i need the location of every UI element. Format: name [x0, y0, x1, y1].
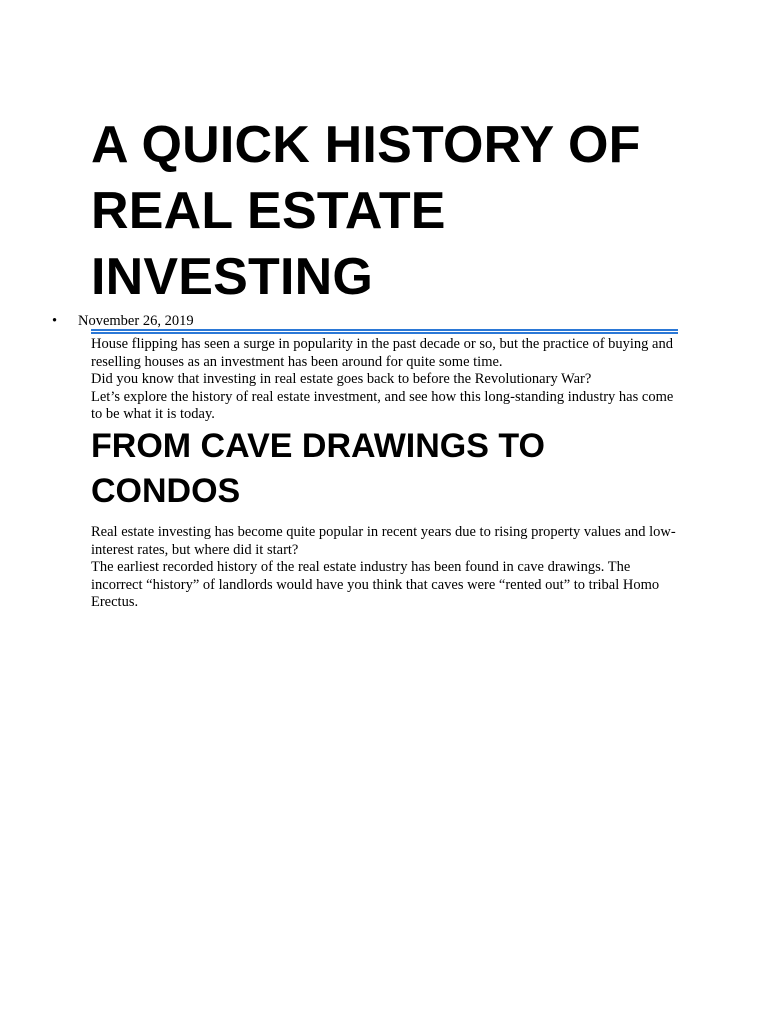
section-paragraph: Real estate investing has become quite popular in recent years due to rising property values and low-interest rates, but where did it start?	[91, 524, 676, 558]
intro-paragraph: Let’s explore the history of real estate investment, and see how this long-standing industry has come to be what it is today.	[91, 388, 674, 422]
section-heading: FROM CAVE DRAWINGS TO CONDOS	[91, 427, 545, 510]
article-date: November 26, 2019	[78, 313, 194, 329]
section-text-block	[91, 524, 681, 612]
rule-line-bottom	[91, 332, 678, 334]
rule-line-top	[91, 329, 678, 331]
section-paragraph: The earliest recorded history of the real estate industry has been found in cave drawings. The incorrect “history” of landlords would have you think that caves were “rented out” to tribal Homo Erectus.	[91, 559, 660, 610]
intro-paragraph: Did you know that investing in real estate goes back to before the Revolutionary War?	[91, 371, 592, 387]
article-title: A QUICK HISTORY OF REAL ESTATE INVESTING	[91, 116, 641, 306]
horizontal-rule	[91, 329, 678, 334]
date-list-item	[52, 312, 194, 330]
bullet-icon: •	[52, 313, 58, 329]
intro-paragraph: House flipping has seen a surge in popularity in the past decade or so, but the practice of buying and reselling houses as an investment has been around for quite some time.	[91, 336, 673, 370]
intro-text-block	[91, 336, 681, 424]
